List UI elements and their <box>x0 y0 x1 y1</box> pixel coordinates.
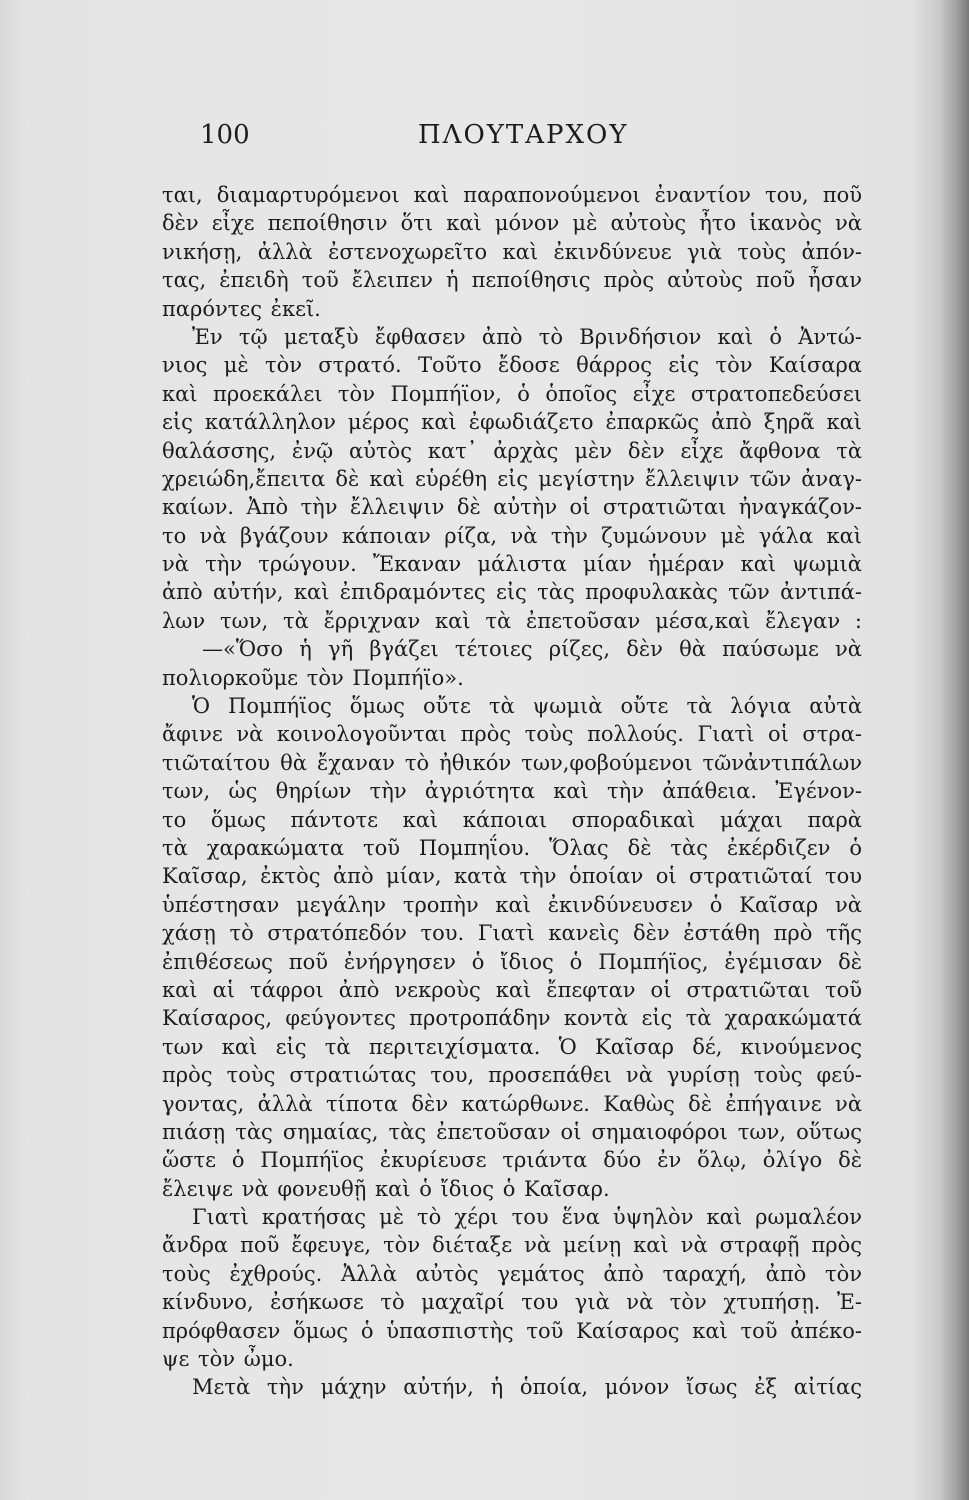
text-line: καὶ προεκάλει τὸν Πομπήϊον, ὁ ὁποῖος εἶχε στρατοπεδεύσει <box>162 381 862 406</box>
text-line: χρειώδη,ἔπειτα δὲ καὶ εὑρέθη εἰς μεγίστην ἔλλειψιν τῶν ἀναγ- <box>162 466 862 491</box>
text-line: τιῶταίτου θὰ ἔχαναν τὸ ἠθικόν των,φοβούμενοι τῶνἀντιπάλων <box>162 750 862 775</box>
text-line: πρόφθασεν ὅμως ὁ ὑπασπιστὴς τοῦ Καίσαρος καὶ τοῦ ἀπέκο- <box>162 1318 862 1343</box>
text-line: δὲν εἶχε πεποίθησιν ὅτι καὶ μόνον μὲ αὐτοὺς ἦτο ἱκανὸς νὰ <box>162 211 862 236</box>
text-line: τας, ἐπειδὴ τοῦ ἔλειπεν ἡ πεποίθησις πρὸς αὐτοὺς ποῦ ἦσαν <box>162 268 862 293</box>
page-header <box>200 118 840 158</box>
body-text <box>162 181 862 1402</box>
text-line: Ἐν τῷ μεταξὺ ἔφθασεν ἀπὸ τὸ Βρινδήσιον καὶ ὁ Ἀντώ- <box>192 324 862 349</box>
text-line: των καὶ εἰς τὰ περιτειχίσματα. Ὁ Καῖσαρ δέ, κινούμενος <box>162 1034 862 1059</box>
text-line: ὑπέστησαν μεγάλην τροπὴν καὶ ἐκινδύνευσεν ὁ Καῖσαρ νὰ <box>162 892 862 917</box>
text-line: ὥστε ὁ Πομπήϊος ἐκυρίευσε τριάντα δύο ἐν ὅλῳ, ὀλίγο δὲ <box>162 1148 862 1173</box>
text-line: Μετὰ τὴν μάχην αὐτήν, ἡ ὁποία, μόνον ἴσως ἐξ αἰτίας <box>192 1375 862 1400</box>
text-line: νὰ τὴν τρώγουν. Ἔκαναν μάλιστα μίαν ἡμέραν καὶ ψωμιὰ <box>162 552 862 577</box>
text-line: εἰς κατάλληλον μέρος καὶ ἐφωδιάζετο ἐπαρκῶς ἀπὸ ξηρᾶ καὶ <box>162 410 862 435</box>
text-line: Ὁ Πομπήϊος ὅμως οὔτε τὰ ψωμιὰ οὔτε τὰ λόγια αὐτὰ <box>192 694 862 719</box>
text-line: ἄφινε νὰ κοινολογοῦνται πρὸς τοὺς πολλούς. Γιατὶ οἱ στρα- <box>162 722 862 747</box>
page-number: 100 <box>200 120 250 150</box>
text-line: Καῖσαρ, ἐκτὸς ἀπὸ μίαν, κατὰ τὴν ὁποίαν οἱ στρατιῶταί του <box>162 864 862 889</box>
text-line: Καίσαρος, φεύγοντες προτροπάδην κοντὰ εἰς τὰ χαρακώματά <box>162 1006 862 1031</box>
text-line: τὰ χαρακώματα τοῦ Πομπηΐου. Ὅλας δὲ τὰς ἐκέρδιζεν ὁ <box>162 835 862 860</box>
text-line: ψε τὸν ὦμο. <box>162 1347 294 1372</box>
text-line: τοὺς ἐχθρούς. Ἀλλὰ αὐτὸς γεμάτος ἀπὸ ταραχή, ἀπὸ τὸν <box>162 1261 862 1286</box>
text-line: πολιορκοῦμε τὸν Πομπήϊο». <box>162 665 464 690</box>
text-line: πιάσῃ τὰς σημαίας, τὰς ἐπετοῦσαν οἱ σημαιοφόροι των, οὕτως <box>162 1119 862 1144</box>
text-line: Γιατὶ κρατήσας μὲ τὸ χέρι του ἕνα ὑψηλὸν καὶ ρωμαλέον <box>192 1205 862 1230</box>
text-line: καίων. Ἀπὸ τὴν ἔλλειψιν δὲ αὐτὴν οἱ στρατιῶται ἠναγκάζον- <box>162 495 862 520</box>
text-line: πρὸς τοὺς στρατιώτας του, προσεπάθει νὰ γυρίσῃ τοὺς φεύ- <box>162 1063 862 1088</box>
text-line: παρόντες ἐκεῖ. <box>162 296 321 321</box>
text-line: των, ὡς θηρίων τὴν ἀγριότητα καὶ τὴν ἀπάθεια. Ἐγένον- <box>162 779 862 804</box>
text-line: ἐπιθέσεως ποῦ ἐνήργησεν ὁ ἴδιος ὁ Πομπήϊος, ἐγέμισαν δὲ <box>162 949 862 974</box>
text-line: το νὰ βγάζουν κάποιαν ρίζα, νὰ τὴν ζυμώνουν μὲ γάλα καὶ <box>162 523 862 548</box>
text-line: ἀπὸ αὐτήν, καὶ ἐπιδραμόντες εἰς τὰς προφυλακὰς τῶν ἀντιπά- <box>162 580 862 605</box>
text-line: καὶ αἱ τάφροι ἀπὸ νεκροὺς καὶ ἔπεφταν οἱ στρατιῶται τοῦ <box>162 977 862 1002</box>
text-line: —«Ὅσο ἡ γῆ βγάζει τέτοιες ρίζες, δὲν θὰ παύσωμε νὰ <box>202 637 862 662</box>
text-line: θαλάσσης, ἐνῷ αὐτὸς κατ᾽ ἀρχὰς μὲν δὲν εἶχε ἄφθονα τὰ <box>162 438 862 463</box>
text-line: κίνδυνο, ἐσήκωσε τὸ μαχαῖρί του γιὰ νὰ τὸν χτυπήσῃ. Ἐ- <box>162 1290 862 1315</box>
binding-shadow <box>939 0 969 1500</box>
text-line: ἄνδρα ποῦ ἔφευγε, τὸν διέταξε νὰ μείνῃ καὶ νὰ στραφῇ πρὸς <box>162 1233 862 1258</box>
text-line: ἔλειψε νὰ φονευθῇ καὶ ὁ ἴδιος ὁ Καῖσαρ. <box>162 1176 610 1201</box>
text-line: νιος μὲ τὸν στρατό. Τοῦτο ἔδοσε θάρρος εἰς τὸν Καίσαρα <box>162 353 862 378</box>
running-title: ΠΛΟΥΤΑΡΧΟΥ <box>418 120 629 150</box>
text-line: λων των, τὰ ἔρριχναν καὶ τὰ ἐπετοῦσαν μέσα,καὶ ἔλεγαν : <box>162 608 862 633</box>
text-line: γοντας, ἀλλὰ τίποτα δὲν κατώρθωνε. Καθὼς δὲ ἐπήγαινε νὰ <box>162 1091 862 1116</box>
text-line: ται, διαμαρτυρόμενοι καὶ παραπονούμενοι ἐναντίον του, ποῦ <box>162 183 862 207</box>
text-line: το ὅμως πάντοτε καὶ κάποιαι σποραδικαὶ μάχαι παρὰ <box>162 807 862 832</box>
text-line: χάσῃ τὸ στρατόπεδόν του. Γιατὶ κανεὶς δὲν ἐστάθη πρὸ τῆς <box>162 921 862 946</box>
text-line: νικήσῃ, ἀλλὰ ἐστενοχωρεῖτο καὶ ἐκινδύνευε γιὰ τοὺς ἀπόν- <box>162 239 862 264</box>
